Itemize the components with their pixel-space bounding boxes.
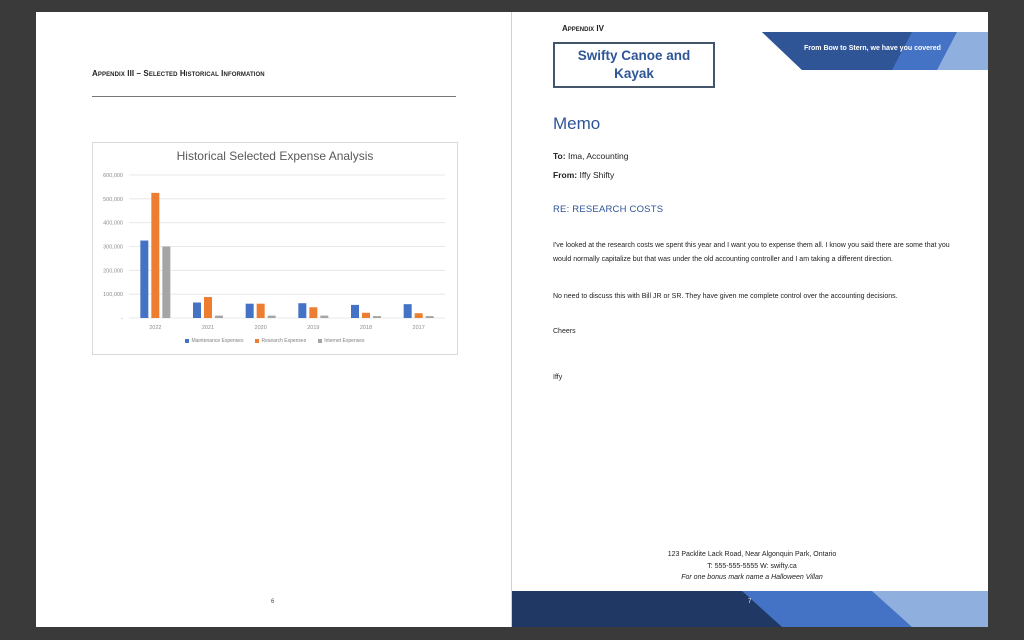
bar-internet-2020	[268, 316, 276, 318]
bar-maintenance-2020	[246, 304, 254, 318]
y-tick-label: 600,000	[103, 173, 123, 179]
bar-research-2022	[151, 193, 159, 318]
legend-item-research: Research Expenses	[255, 338, 306, 344]
bar-internet-2018	[373, 316, 381, 318]
y-tick-label: 100,000	[103, 292, 123, 299]
page-number-right: 7	[748, 599, 752, 605]
company-tagline: From Bow to Stern, we have you covered	[804, 45, 941, 52]
bar-internet-2022	[162, 247, 170, 319]
legend-item-internet: Internet Expenses	[318, 338, 364, 344]
footer-address: 123 Packlite Lack Road, Near Algonquin Park, Ontario	[667, 551, 837, 558]
bar-research-2018	[362, 313, 370, 318]
memo-paragraph-1: I've looked at the research costs we spent this year and I want you to expense them all. I know you said there are some that you would normally capitalize but that was under the old accounting controller and I am taking a different direction.	[553, 242, 950, 263]
bar-maintenance-2022	[140, 241, 148, 318]
memo-signature: Iffy	[553, 374, 563, 381]
right-page	[512, 12, 988, 627]
memo-title: Memo	[553, 114, 601, 133]
bar-research-2017	[415, 313, 423, 318]
bar-maintenance-2017	[404, 304, 412, 318]
chart-plot	[93, 143, 457, 354]
from-value: Iffy Shifty	[579, 170, 615, 180]
expense-chart	[92, 142, 458, 355]
x-tick-label: 2020	[254, 325, 267, 331]
memo-subject: RE: RESEARCH COSTS	[553, 204, 664, 215]
y-tick-label: -	[121, 316, 123, 322]
y-tick-label: 300,000	[103, 244, 123, 251]
bar-maintenance-2019	[298, 303, 306, 318]
left-page	[36, 12, 516, 627]
to-value: Ima, Accounting	[567, 151, 629, 161]
heading-rule	[92, 96, 456, 97]
legend-swatch-research	[255, 339, 259, 343]
chart-legend	[93, 338, 457, 344]
x-tick-label: 2021	[201, 325, 215, 331]
company-name: Swifty Canoe and Kayak	[577, 48, 691, 81]
y-tick-label: 400,000	[103, 220, 123, 227]
bar-internet-2021	[215, 316, 223, 318]
memo-closing: Cheers	[553, 328, 576, 335]
chart-title: Historical Selected Expense Analysis	[176, 149, 374, 163]
page-number-left: 6	[271, 599, 275, 605]
memo-paragraph-2: No need to discuss this with Bill JR or SR. They have given me complete control over the accounting decisions.	[553, 293, 898, 300]
bar-internet-2019	[320, 316, 328, 318]
x-tick-label: 2018	[359, 325, 373, 331]
x-tick-label: 2017	[412, 325, 425, 331]
bar-research-2019	[309, 307, 317, 318]
footer-contact: T: 555-555-5555 W: swifty.ca	[707, 562, 797, 570]
footer-note: For one bonus mark name a Halloween Villan	[681, 574, 823, 581]
company-logo-box	[553, 42, 715, 88]
y-tick-label: 200,000	[103, 268, 123, 275]
appendix-iv-heading: Appendix IV	[562, 24, 604, 33]
appendix-iii-heading: Appendix III – Selected Historical Information	[92, 69, 265, 78]
x-tick-label: 2019	[307, 325, 320, 331]
bar-research-2020	[257, 304, 265, 318]
y-tick-label: 500,000	[103, 196, 123, 203]
memo-from-line	[553, 170, 614, 180]
bar-maintenance-2018	[351, 305, 359, 318]
to-label: To:	[553, 151, 566, 161]
footer-banner	[512, 591, 988, 627]
bar-research-2021	[204, 297, 212, 318]
legend-swatch-maintenance	[185, 339, 189, 343]
bar-maintenance-2021	[193, 303, 201, 318]
legend-item-maintenance: Maintenance Expenses	[185, 338, 243, 344]
footer-address-block	[612, 549, 892, 584]
x-tick-label: 2022	[149, 325, 162, 331]
bar-internet-2017	[426, 316, 434, 318]
footer-dark-band	[512, 591, 782, 627]
legend-swatch-internet	[318, 339, 322, 343]
memo-to-line	[553, 151, 628, 161]
from-label: From:	[553, 170, 578, 180]
